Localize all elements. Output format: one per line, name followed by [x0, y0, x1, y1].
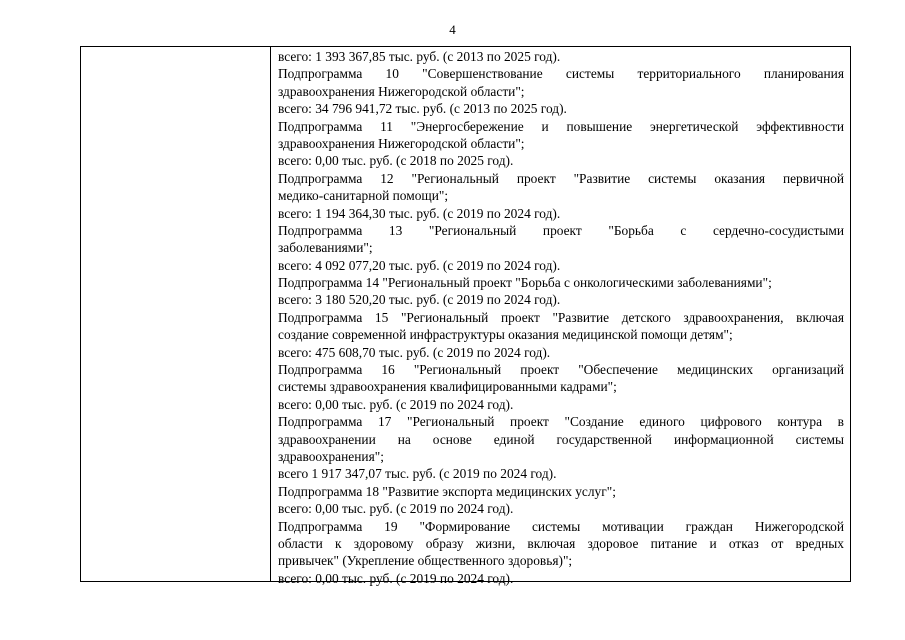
table-left-cell [81, 47, 271, 581]
text-line: Подпрограмма 12 "Региональный проект "Развитие системы оказания первичной [278, 170, 844, 186]
text-line: всего: 1 194 364,30 тыс. руб. (с 2019 по 2024 год). [278, 205, 561, 221]
text-line: всего 1 917 347,07 тыс. руб. (с 2019 по 2024 год). [278, 466, 557, 482]
text-line: Подпрограмма 19 "Формирование системы мотивации граждан Нижегородской [278, 518, 844, 534]
text-line: всего: 1 393 367,85 тыс. руб. (с 2013 по 2025 год). [278, 49, 561, 64]
text-line: всего: 0,00 тыс. руб. (с 2019 по 2024 год). [278, 501, 514, 517]
text-line: Подпрограмма 11 "Энергосбережение и повышение энергетической эффективности [278, 118, 844, 134]
text-line: медико-санитарной помощи"; [278, 188, 449, 204]
text-line: всего: 0,00 тыс. руб. (с 2019 по 2024 год). [278, 396, 514, 412]
text-line: области к здоровому образу жизни, включая здоровое питание и отказ от вредных [278, 535, 844, 551]
text-line: здравоохранения"; [278, 448, 384, 464]
text-line: Подпрограмма 16 "Региональный проект "Обеспечение медицинских организаций [278, 362, 844, 378]
text-line: всего: 0,00 тыс. руб. (с 2018 по 2025 год). [278, 153, 514, 169]
page-number: 4 [449, 22, 456, 37]
text-line: здравоохранения Нижегородской области"; [278, 83, 525, 99]
text-line: здравоохранения Нижегородской области"; [278, 135, 525, 151]
text-line: всего: 34 796 941,72 тыс. руб. (с 2013 по 2025 год). [278, 101, 567, 117]
text-line: заболеваниями"; [278, 240, 373, 256]
table-right-cell [271, 47, 850, 586]
text-line: создание современной инфраструктуры оказания медицинской помощи детям"; [278, 327, 733, 343]
text-line: Подпрограмма 18 "Развитие экспорта медицинских услуг"; [278, 483, 616, 499]
text-line: Подпрограмма 13 "Региональный проект "Борьба с сердечно-сосудистыми [278, 222, 844, 238]
text-line: всего: 0,00 тыс. руб. (с 2019 по 2024 год). [278, 570, 514, 586]
text-line: всего: 475 608,70 тыс. руб. (с 2019 по 2024 год). [278, 344, 551, 360]
text-line: всего: 4 092 077,20 тыс. руб. (с 2019 по 2024 год). [278, 257, 561, 273]
text-line: привычек" (Укрепление общественного здоровья)"; [278, 553, 573, 569]
document-table [80, 46, 851, 586]
text-line: системы здравоохранения квалифицированными кадрами"; [278, 379, 617, 395]
text-line: Подпрограмма 10 "Совершенствование системы территориального планирования [278, 66, 844, 82]
text-line: Подпрограмма 14 "Региональный проект "Борьба с онкологическими заболеваниями"; [278, 275, 772, 291]
text-line: Подпрограмма 15 "Региональный проект "Развитие детского здравоохранения, включая [278, 309, 844, 325]
text-line: всего: 3 180 520,20 тыс. руб. (с 2019 по 2024 год). [278, 292, 561, 308]
text-line: здравоохранении на основе единой государственной информационной системы [278, 431, 844, 447]
text-line: Подпрограмма 17 "Региональный проект "Создание единого цифрового контура в [278, 414, 844, 430]
